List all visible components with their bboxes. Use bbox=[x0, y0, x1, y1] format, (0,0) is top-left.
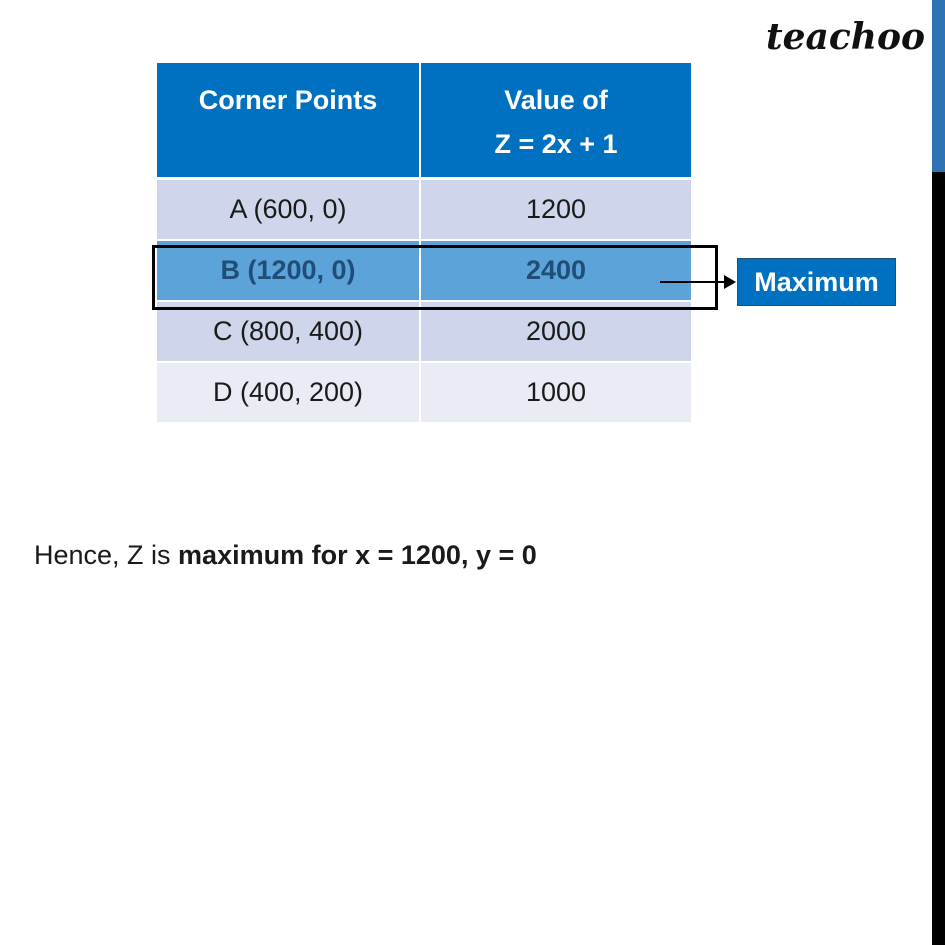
conclusion-prefix: Hence, Z is bbox=[34, 540, 179, 570]
value-cell: 1200 bbox=[421, 180, 691, 241]
maximum-label: Maximum bbox=[737, 258, 896, 306]
header-corner-points bbox=[157, 63, 421, 180]
value-cell: 2400 bbox=[421, 241, 691, 302]
arrow-shaft bbox=[660, 281, 726, 283]
point-cell: C (800, 400) bbox=[157, 302, 421, 363]
point-cell: D (400, 200) bbox=[157, 363, 421, 424]
table-row bbox=[157, 302, 691, 363]
side-accent-bar-dark bbox=[932, 172, 945, 945]
header-corner-points-label: Corner Points bbox=[198, 85, 378, 115]
point-cell: A (600, 0) bbox=[157, 180, 421, 241]
table-header-row bbox=[157, 63, 691, 180]
table-row-maximum bbox=[157, 241, 691, 302]
table-row bbox=[157, 363, 691, 424]
header-value-of-z bbox=[421, 63, 691, 180]
value-cell: 1000 bbox=[421, 363, 691, 424]
side-accent-bar-blue bbox=[932, 0, 945, 172]
conclusion-text bbox=[34, 540, 537, 571]
arrow-right-icon bbox=[724, 275, 736, 289]
point-cell: B (1200, 0) bbox=[157, 241, 421, 302]
value-cell: 2000 bbox=[421, 302, 691, 363]
teachoo-logo: teachoo bbox=[766, 16, 925, 58]
header-value-line2: Z = 2x + 1 bbox=[494, 129, 618, 159]
header-value-line1: Value of bbox=[504, 85, 608, 115]
table-row bbox=[157, 180, 691, 241]
conclusion-bold: maximum for x = 1200, y = 0 bbox=[178, 540, 537, 570]
corner-points-table bbox=[157, 63, 691, 424]
